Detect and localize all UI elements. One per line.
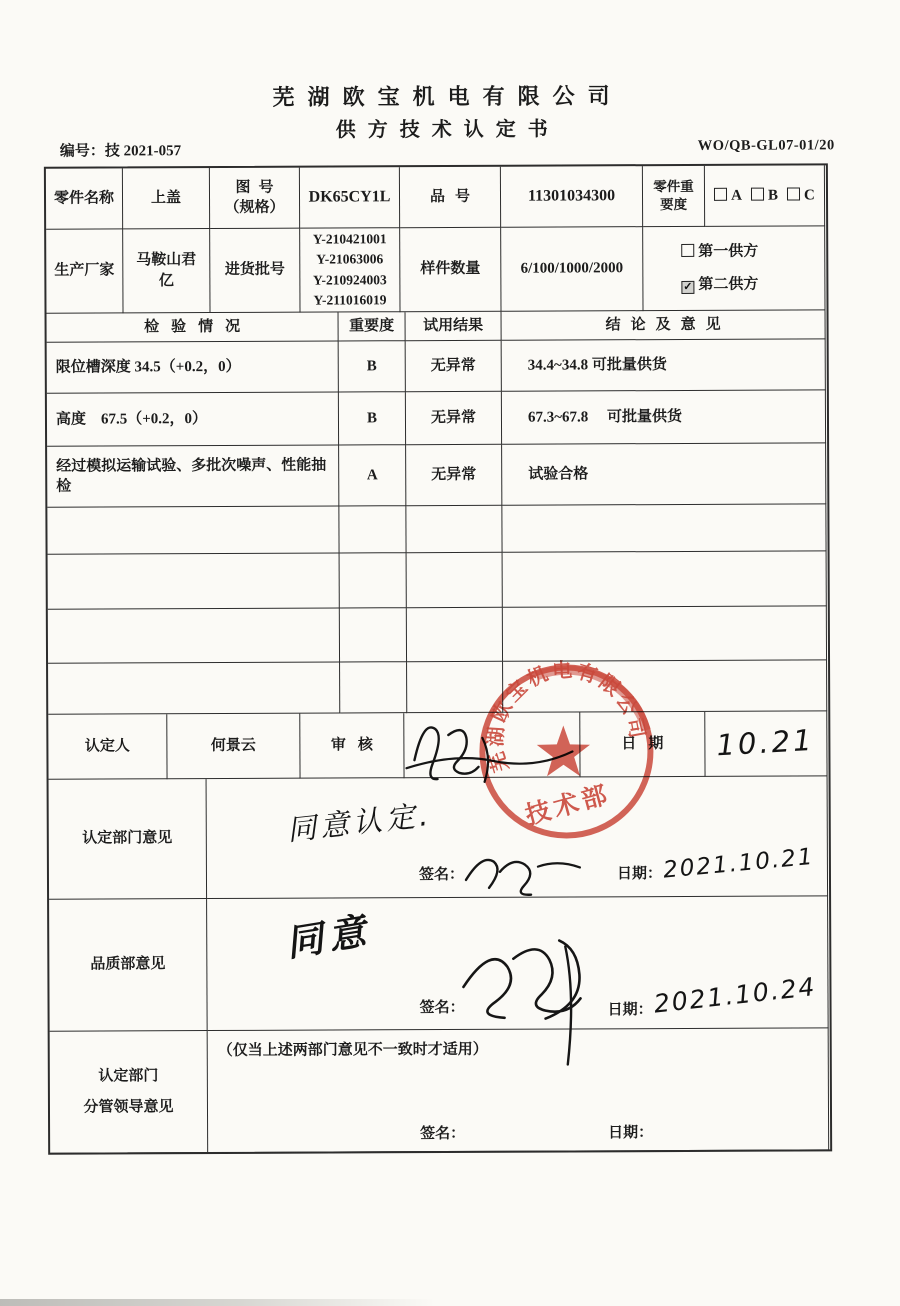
batch-no-1: Y-210421001 (312, 231, 387, 247)
leader-opinion-label-cell (50, 1031, 209, 1154)
inspection-item-1: 限位槽深度 34.5（+0.2，0） (47, 341, 339, 393)
first-supplier-label: 第一供方 (698, 243, 759, 260)
supplier-options-cell (643, 226, 825, 311)
empty-imp-row3 (340, 608, 407, 662)
importance-option-c (787, 185, 815, 205)
checkbox-a (714, 188, 727, 201)
inspection-item-3: 经过模拟运输试验、多批次噪声、性能抽检 (47, 445, 339, 507)
scan-edge-smudge (0, 1299, 435, 1306)
drawing-no-label-cell (210, 168, 300, 229)
result-col-header: 试用结果 (406, 312, 502, 341)
batch-no-4: Y-211016019 (313, 292, 387, 308)
date-label-text: 日期 (621, 735, 676, 753)
sample-qty-value-cell: 6/100/1000/2000 (501, 227, 643, 312)
part-importance-options-cell (705, 165, 825, 227)
importance-3: A (339, 445, 406, 506)
dept-handwritten-date: 2021.10.21 (662, 843, 816, 884)
conclusion-col-header (502, 310, 826, 340)
batch-values-cell (300, 228, 400, 312)
drawing-no-label-line1: 图号 (235, 179, 282, 196)
part-name-value-cell: 上盖 (123, 168, 210, 229)
result-2: 无异常 (406, 392, 502, 445)
empty-item-row4 (48, 662, 340, 714)
importance-label-line2: 要度 (660, 196, 688, 213)
dept-sign-label: 签名： (418, 866, 465, 884)
part-name-label-cell: 零件名称 (46, 168, 123, 229)
inspection-header-text: 检验情况 (144, 318, 253, 336)
reviewer-label-text: 审核 (330, 737, 385, 754)
empty-imp-row2 (340, 553, 407, 608)
inspection-item-2: 高度 67.5（+0.2，0） (47, 392, 339, 446)
quality-handwritten-date: 2021.10.24 (652, 971, 818, 1019)
conclusion-1: 34.4~34.8 可批量供货 (502, 339, 826, 391)
certifier-label-cell: 认定人 (48, 714, 167, 780)
item-no-label-cell (400, 167, 501, 228)
checkbox-b (751, 188, 764, 201)
result-1: 无异常 (406, 341, 502, 392)
empty-con-row1 (502, 504, 826, 552)
drawing-no-value-cell: DK65CY1L (300, 167, 400, 228)
importance-col-header: 重要度 (339, 312, 406, 341)
certifier-name-cell: 何景云 (167, 714, 300, 780)
importance-option-a (714, 186, 742, 206)
form-code: WO/QB-GL07-01/20 (697, 137, 835, 154)
leader-sign-label: 签名： (420, 1125, 466, 1143)
importance-2: B (339, 392, 406, 445)
quality-date-label: 日期： (607, 1002, 653, 1019)
empty-item-row2 (48, 553, 340, 609)
item-no-label: 品号 (429, 188, 481, 205)
stamp-company-text: 芜湖欧宝机电有限公司 (482, 657, 650, 776)
quality-opinion-label-cell: 品质部意见 (49, 899, 208, 1032)
document-title: 供方技术认定书 (335, 118, 560, 142)
reviewer-label-cell (300, 713, 404, 778)
batch-no-2: Y-21063006 (316, 251, 384, 267)
quality-handwritten-comment: 同意 (282, 908, 375, 966)
conclusion-header-text: 结论及意见 (605, 316, 731, 334)
sample-qty-label-cell: 样件数量 (400, 228, 501, 312)
manufacturer-label-cell: 生产厂家 (46, 229, 123, 313)
dept-date-label: 日期： (616, 866, 663, 883)
result-3: 无异常 (406, 445, 502, 506)
manufacturer-value-cell: 马鞍山君亿 (123, 229, 210, 313)
company-title: 芜湖欧宝机电有限公司 (272, 83, 623, 110)
stamp-star-icon (537, 725, 590, 776)
company-stamp (470, 657, 663, 850)
empty-item-row3 (48, 608, 340, 663)
handwritten-date: 10.21 (715, 722, 816, 763)
leader-label-line2: 分管领导意见 (83, 1098, 174, 1116)
importance-option-b (751, 185, 778, 205)
batch-label-cell: 进货批号 (210, 229, 300, 313)
conclusion-2: 67.3~67.8 可批量供货 (502, 390, 826, 444)
supplier-option-1 (681, 241, 758, 262)
dept-opinion-label-cell: 认定部门意见 (49, 779, 208, 900)
second-supplier-label: 第二供方 (698, 276, 759, 293)
drawing-no-label-line2: （规格） (224, 199, 285, 216)
empty-item-row1 (47, 506, 339, 554)
stamp-department-text: 技术部 (522, 779, 614, 831)
leader-note: （仅当上述两部门意见不一致时才适用） (217, 1041, 488, 1060)
supplier-option-2 (681, 275, 758, 296)
checkbox-c-label: C (803, 187, 815, 204)
empty-con-row2 (503, 551, 827, 607)
checkbox-a-label: A (731, 187, 743, 204)
empty-imp-row1 (339, 506, 406, 553)
part-importance-label-cell (643, 166, 705, 227)
leader-date-label: 日期： (608, 1125, 654, 1142)
leader-label-line1: 认定部门 (98, 1068, 159, 1085)
empty-res-row2 (407, 553, 503, 608)
batch-no-3: Y-210924003 (312, 271, 387, 288)
checkbox-second-supplier: ✓ (683, 280, 693, 293)
conclusion-3: 试验合格 (502, 443, 826, 505)
inspection-col-header (47, 312, 339, 342)
checkbox-first-supplier (681, 244, 694, 257)
importance-1: B (339, 341, 406, 392)
checkbox-c (787, 187, 800, 200)
dept-handwritten-comment: 同意认定. (285, 797, 434, 848)
item-no-value-cell: 11301034300 (501, 166, 643, 228)
empty-con-row3 (503, 606, 827, 661)
empty-res-row3 (407, 608, 503, 662)
quality-sign-label: 签名： (419, 999, 465, 1017)
importance-label-line1: 零件重 (653, 178, 694, 194)
document-number: 编号：技 2021-057 (59, 143, 182, 160)
empty-imp-row4 (340, 662, 407, 713)
checkbox-b-label: B (767, 187, 779, 204)
empty-res-row1 (406, 506, 502, 553)
